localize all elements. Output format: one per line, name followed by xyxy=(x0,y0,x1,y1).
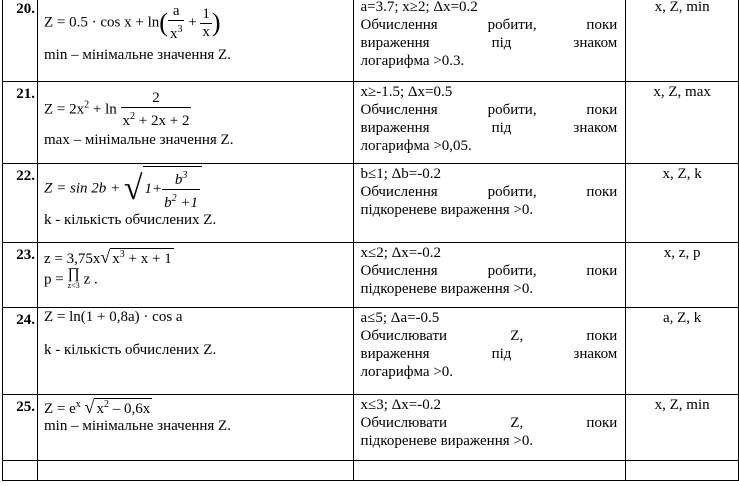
formula-note: k - кількість обчислених Z. xyxy=(44,342,217,358)
output-cell: x, Z, k xyxy=(626,164,739,243)
condition-cell: a=3.7; x≥2; Δx=0.2 Обчислення робити, поки вираження під знаком логарифма >0.3. xyxy=(354,0,626,82)
formula-cell xyxy=(38,395,354,461)
condition-cell: a≤5; Δa=-0.5 Обчислювати Z, поки вираження під знаком логарифма >0. xyxy=(354,308,626,395)
table-row-partial xyxy=(3,461,739,481)
row-number: 23. xyxy=(3,243,38,308)
formula-cell xyxy=(38,82,354,164)
row-number: 21. xyxy=(3,82,38,164)
output-cell: x, Z, min xyxy=(626,0,739,82)
condition-cell: b≤1; Δb=-0.2 Обчислення робити, поки підкореневе вираження >0. xyxy=(354,164,626,243)
formula-cell xyxy=(38,308,354,395)
formula-cell xyxy=(38,164,354,243)
formula-23: z = 3,75x√ $x^3 + x + 1$ xyxy=(44,247,172,267)
formula-note: max – мінімальне значення Z. xyxy=(44,132,234,148)
row-number: 25. xyxy=(3,395,38,461)
fraction: $\frac{b^3}{b^2 +1}$ xyxy=(164,170,199,211)
row-number: 20. xyxy=(3,0,38,82)
output-cell: x, Z, max xyxy=(626,82,739,164)
table-row xyxy=(3,308,739,395)
formula-24: Z = ln(1 + 0,8a) · cos a xyxy=(44,309,183,325)
formula-note: min – мінімальне значення Z. xyxy=(44,418,231,434)
row-number: 22. xyxy=(3,164,38,243)
output-cell: x, z, p xyxy=(626,243,739,308)
fraction: $\frac{a}{x^3}$ xyxy=(169,3,183,42)
fraction: $\frac{1}{x}$ xyxy=(202,5,210,40)
condition-cell: x≤3; Δx=-0.2 Обчислювати Z, поки підкореневе вираження >0. xyxy=(354,395,626,461)
row-number: 24. xyxy=(3,308,38,395)
formula-25: $Z = e^x$ √ $x^2 - 0,6x$ xyxy=(44,397,151,417)
formula-21: $Z = 2x^2 + \ln$ $\frac{2}{x^2 + 2x + 2}$ xyxy=(44,90,190,129)
formula-cell xyxy=(38,243,354,308)
output-cell: a, Z, k xyxy=(626,308,739,395)
table-row xyxy=(3,243,739,308)
fraction: $\frac{2}{x^2 + 2x + 2}$ xyxy=(122,90,190,129)
output-cell: x, Z, min xyxy=(626,395,739,461)
product-formula: p = ∏ z<3 z . xyxy=(44,266,98,290)
condition-cell: x≤2; Δx=-0.2 Обчислення робити, поки підкореневе вираження >0. xyxy=(354,243,626,308)
formula-22: Z = sin 2b + √ 1+ $\frac{b^3}{b^2 +1}$ xyxy=(44,166,349,212)
task-table xyxy=(2,0,739,481)
formula-cell xyxy=(38,0,354,82)
table-row xyxy=(3,0,739,82)
table-row xyxy=(3,164,739,243)
table-row xyxy=(3,395,739,461)
formula-20: Z = 0.5 · cos x + ln( $\frac{a}{x^3}$ + $\frac{1}{x}$ ) xyxy=(44,3,221,42)
formula-note: k - кількість обчислених Z. xyxy=(44,212,217,228)
formula-text: Z = 0.5 · cos x + ln xyxy=(44,14,160,31)
condition-cell: x≥-1.5; Δx=0.5 Обчислення робити, поки вираження під знаком логарифма >0,05. xyxy=(354,82,626,164)
table-row xyxy=(3,82,739,164)
formula-note: min – мінімальне значення Z. xyxy=(44,47,231,63)
